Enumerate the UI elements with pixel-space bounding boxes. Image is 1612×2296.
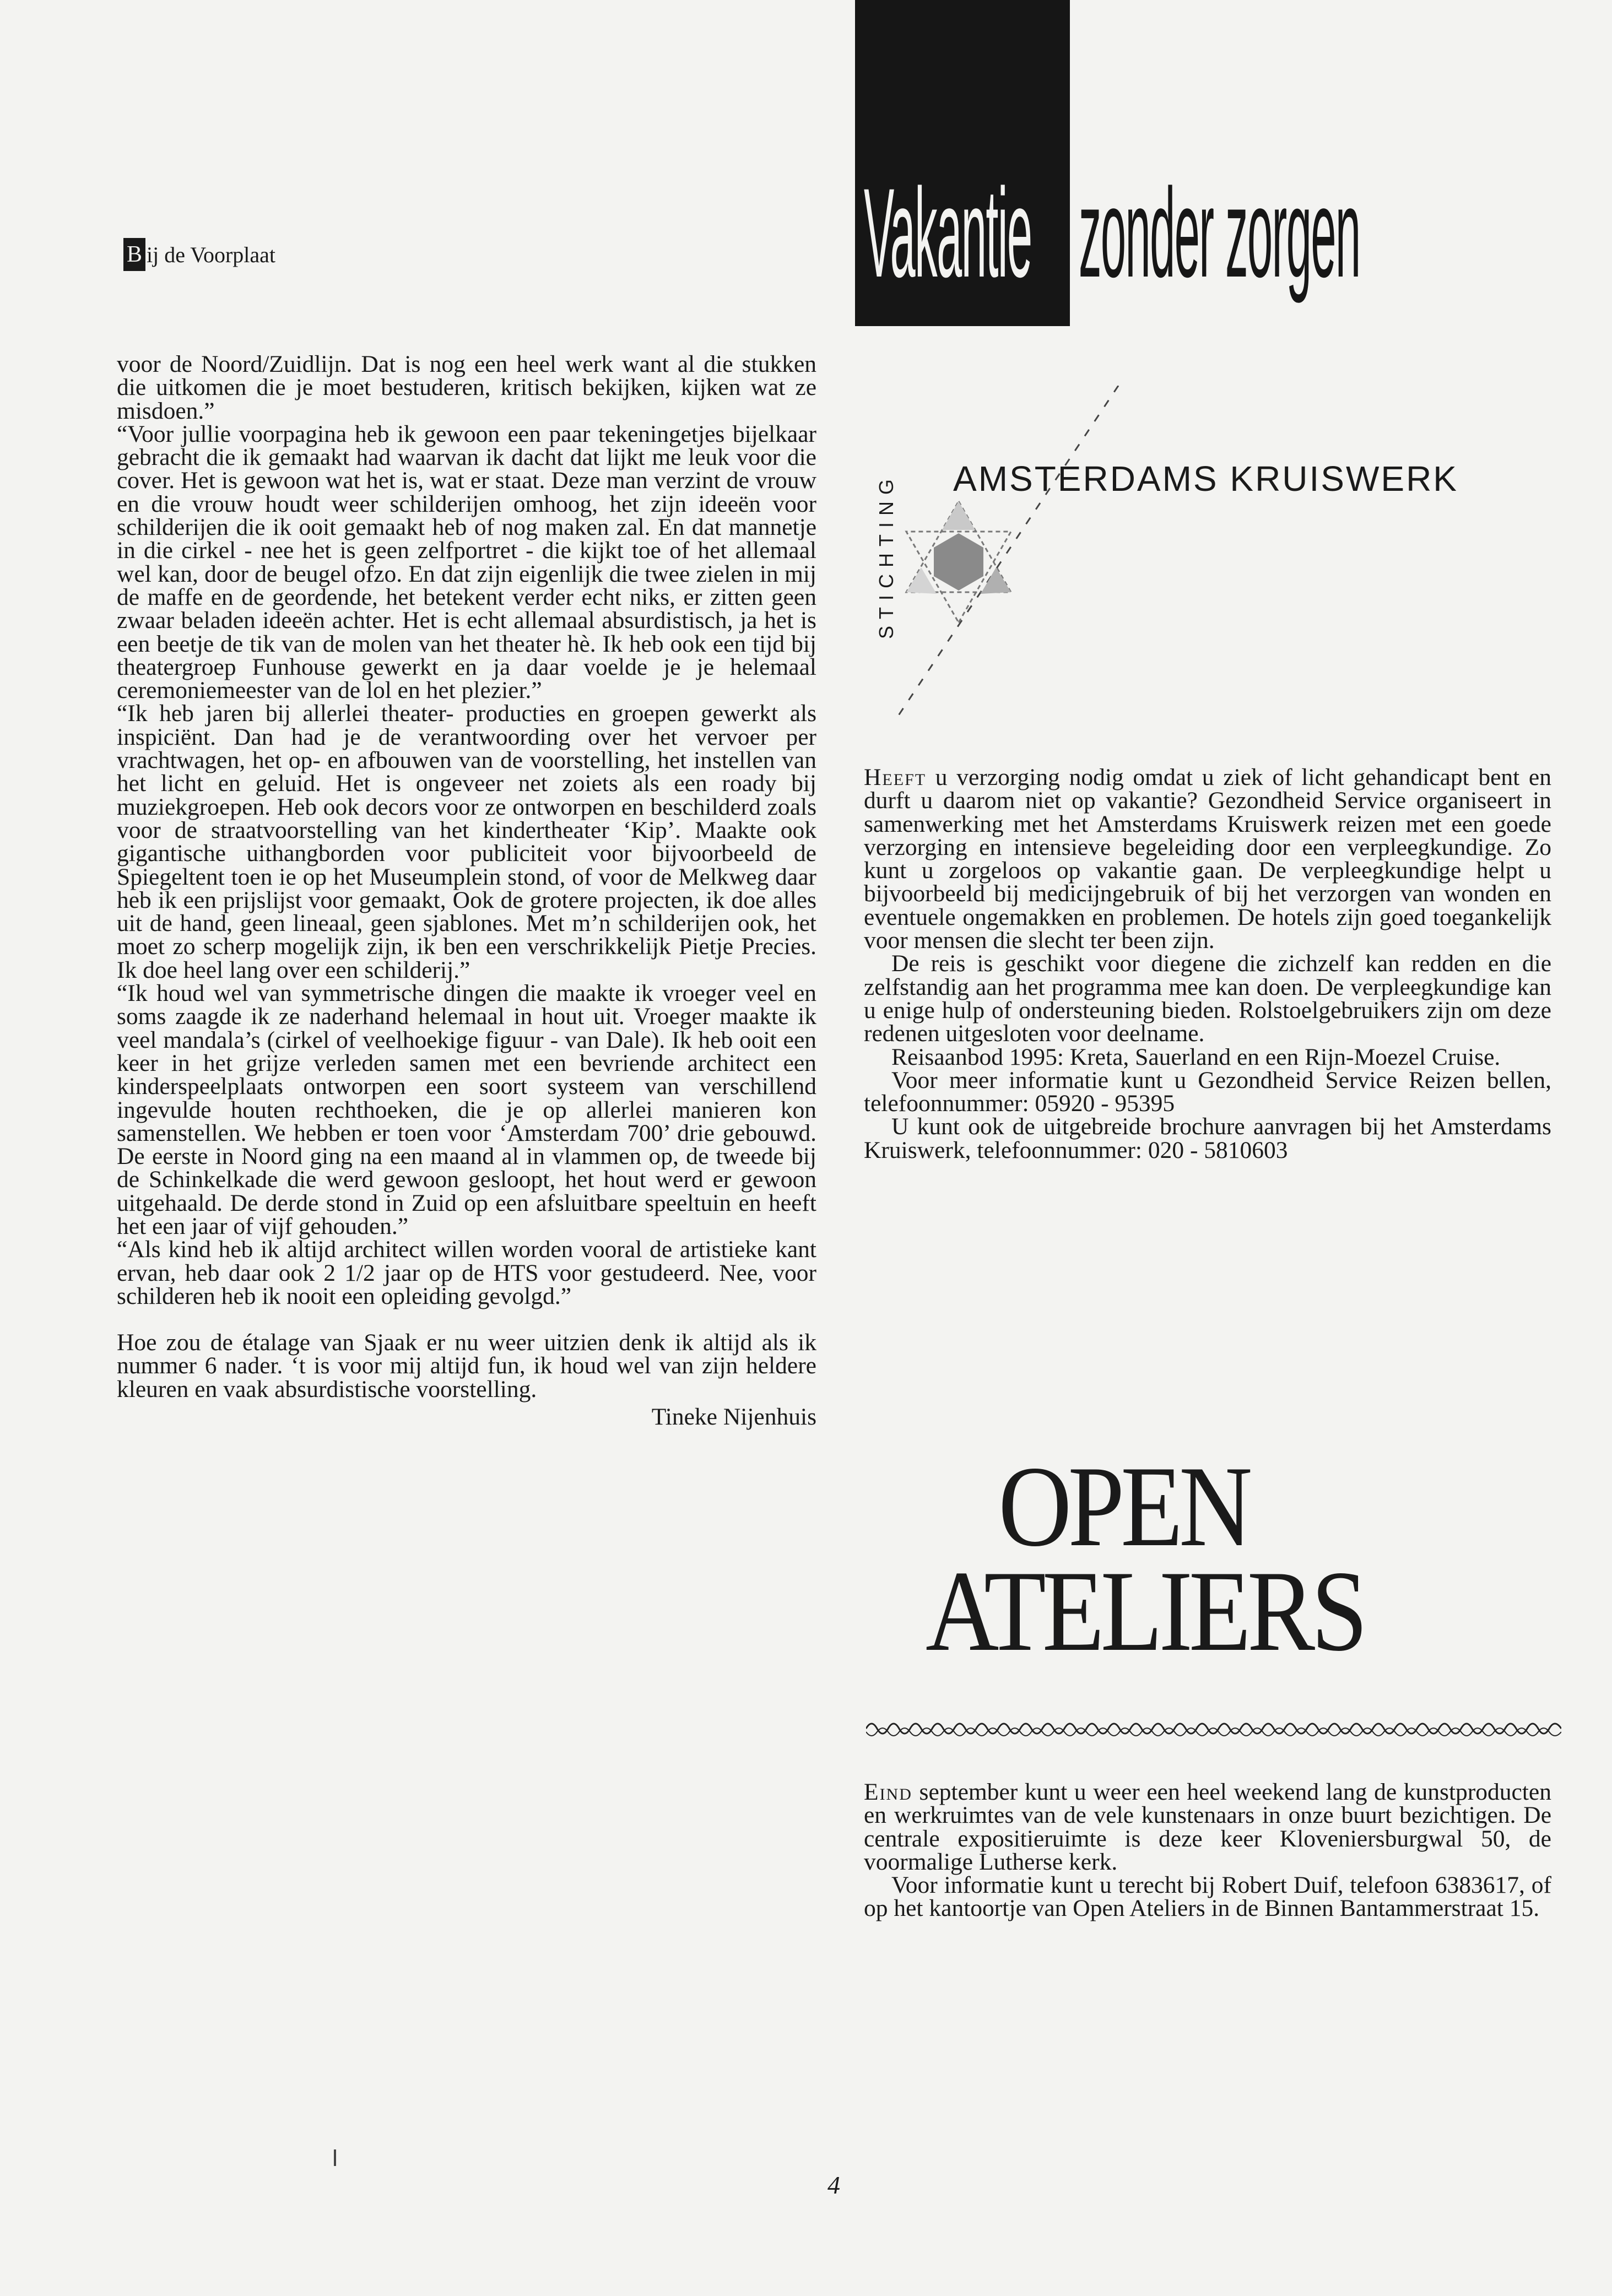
section-heading-text: ij de Voorplaat — [147, 242, 276, 267]
lead-word: Heeft — [864, 764, 927, 790]
paragraph-text: september kunt u weer een heel weekend lang de kunstproducten en werkruimtes van de vele kunstenaars in onze buurt bezichtigen. De centrale expositieruimte is deze keer Kloveniersburgwal 50, de voormalige Lutherse kerk. — [864, 1779, 1551, 1875]
paragraph-text: u verzorging nodig omdat u ziek of licht gehandicapt bent en durft u daarom niet op vakantie? Gezondheid Service organiseert in samenwerking met het Amsterdams Kruiswerk reizen met een goede verzorging en intensieve begeleiding door een verpleegkundige. Zo kunt u zorgeloos op vakantie gaan. De verpleegkundige helpt u bijvoorbeeld bij medicijngebruik of bij het verzorgen van wonden en eventuele ongemakken en problemen. De hotels zijn goed toegankelijk voor mensen die slecht ter been zijn. — [864, 764, 1551, 954]
paragraph — [864, 766, 1551, 952]
paragraph: “Als kind heb ik altijd architect willen worden vooral de artistieke kant ervan, heb daar ook 2 1/2 jaar op de HTS voor gestudeerd. Nee, voor schilderen heb ik nooit een opleiding gevolgd.” — [117, 1236, 816, 1309]
section-heading — [123, 238, 275, 271]
kruiswerk-logo-graphic — [859, 386, 1521, 716]
stichting-label: STICHTING — [875, 473, 897, 639]
title-line-open: OPEN — [998, 1443, 1249, 1571]
paragraph — [864, 1780, 1551, 1873]
article-vakantie — [864, 766, 1551, 1162]
paragraph: Voor meer informatie kunt u Gezondheid Service Reizen bellen, telefoonnummer: 05920 - 95395 — [864, 1066, 1551, 1117]
paragraph: Hoe zou de étalage van Sjaak er nu weer uitzien denk ik altijd als ik nummer 6 nader. ‘t is voor mij altijd fun, ik houd wel van zijn heldere kleuren en vaak absurdistische voorstelling. — [117, 1329, 816, 1402]
paragraph: Voor informatie kunt u terecht bij Robert Duif, telefoon 6383617, of op het kantoortje van Open Ateliers in de Binnen Bantammerstraat 15. — [864, 1872, 1551, 1922]
wave-ornament-divider — [866, 1718, 1561, 1740]
open-ateliers-title — [926, 1443, 1459, 1675]
title-word-zonder-zorgen: zonder zorgen — [1079, 162, 1360, 304]
paragraph: Reisaanbod 1995: Kreta, Sauerland en een Rijn-Moezel Cruise. — [891, 1043, 1501, 1070]
article-open-ateliers — [864, 1780, 1551, 1920]
paragraph: “Voor jullie voorpagina heb ik gewoon een paar tekeningetjes bijelkaar gebracht die ik gemaakt had waarvan ik dacht dat lijkt me leuk voor die cover. Het is gewoon wat het is, wat er staat. Deze man verzint de vrouw en die vrouw houdt weer schilderijen omhoog, het zijn ideeën voor schilderijen die ik ooit gemaakt heb of nog maken zal. En dat mannetje in die cirkel - nee het is geen zelfportret - die kijkt toe of het allemaal wel kan, door de beugel ofzo. En dat zijn eigenlijk die twee zielen in mij de maffe en de geordende, het betekent verder echt niks, er zitten geen zwaar beladen ideeën achter. Het is echt allemaal absurdistisch, ja het is een beetje de tik van de molen van het theater hè. Ik heb ook een tijd bij theatergroep Funhouse gewerkt en ja daar voelde je je helemaal ceremoniemeester van de lol en het plezier.” — [117, 420, 816, 704]
paragraph: “Ik houd wel van symmetrische dingen die maakte ik vroeger veel en soms zaagde ik ze naderhand helemaal in hout uit. Vroeger maakte ik veel mandala’s (cirkel of veelhoekige figuur - van Dale). Ik heb ooit een keer in het grijze verleden samen met een bevriende architect een kinderspeelplaats ontworpen een soort systeem van verschillend ingevulde houten rechthoeken, die je op allerlei manieren kon samenstellen. We hebben er toen voor ‘Amsterdam 700’ drie gebouwd. De eerste in Noord ging na een maand al in vlammen op, de tweede bij de Schinkelkade die werd gewoon gesloopt, het hout werd er gewoon uitgehaald. De derde stond in Zuid op een afsluitbare speeltuin en heeft het een jaar of vijf gehouden.” — [117, 980, 816, 1239]
title-line-ateliers: ATELIERS — [926, 1547, 1364, 1675]
lead-word: Eind — [864, 1779, 912, 1805]
vakantie-title — [855, 0, 1472, 326]
page-number: 4 — [827, 2171, 840, 2199]
author-signature: Tineke Nijenhuis — [651, 1404, 816, 1431]
paragraph: voor de Noord/Zuidlijn. Dat is nog een heel werk want al die stukken die uitkomen die je moet bestuderen, kritisch bekijken, kijken wat ze misdoen.” — [117, 351, 816, 424]
star-of-david-icon — [906, 501, 1011, 622]
paragraph: De reis is geschikt voor diegene die zichzelf kan redden en die zelfstandig aan het programma mee kan doen. De verpleegkundige kan u enige hulp of ondersteuning bieden. Rolstoelgebruikers zijn om deze redenen uitgesloten voor deelname. — [864, 950, 1551, 1047]
section-initial: B — [123, 238, 145, 271]
scan-mark — [334, 2149, 336, 2166]
paragraph: U kunt ook de uitgebreide brochure aanvragen bij het Amsterdams Kruiswerk, telefoonnummer: 020 - 5810603 — [864, 1113, 1551, 1163]
title-word-vakantie: Vakantie — [864, 162, 1032, 304]
org-name: AMSTERDAMS KRUISWERK — [953, 459, 1458, 499]
article-voorplaat — [117, 351, 816, 1431]
paragraph: “Ik heb jaren bij allerlei theater- producties en groepen gewerkt als inspiciënt. Dan had je de verantwoording over het vervoer per vrachtwagen, het op- en afbouwen van de voorstelling, het instellen van het licht en geluid. Het is ongeveer net zoiets als een roady bij muziekgroepen. Heb ook decors voor ze ontworpen en beschilderd zoals voor de straatvoorstelling van het kindertheater ‘Kip’. Maakte ook gigantische uithangborden voor publiciteit voor bijvoorbeeld de Spiegeltent toen ie op het Museumplein stond, of voor de Melkweg daar heb ik een prijslijst voor gemaakt, Ook de grotere projecten, ik doe alles uit de hand, geen lineaal, geen sjablones. Met m’n schilderijen ook, het moet zo scherp mogelijk zijn, ik ben een verschrikkelijk Pietje Precies. Ik doe heel lang over een schilderij.” — [117, 700, 816, 983]
